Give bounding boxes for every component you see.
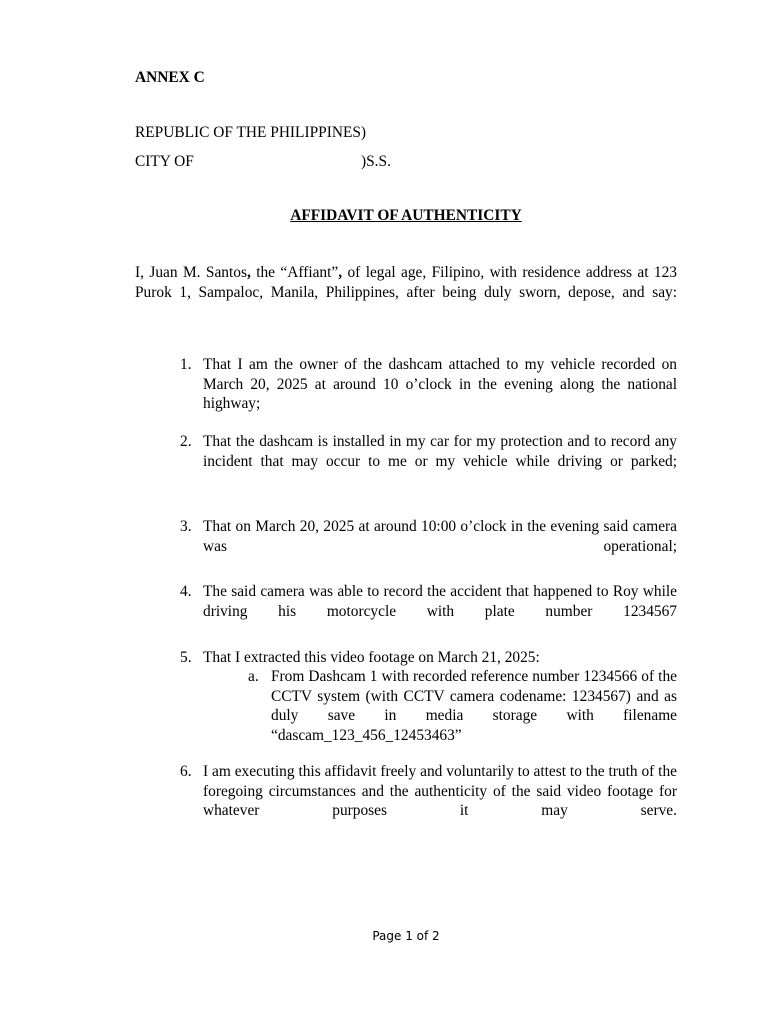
list-item-number: 2.: [180, 433, 192, 450]
list-item-number: 6.: [180, 763, 192, 780]
list-item-number: 3.: [180, 518, 192, 535]
intro-comma-2: ,: [338, 264, 343, 281]
ss-marker: )S.S.: [361, 153, 391, 170]
republic-line: REPUBLIC OF THE PHILIPPINES): [135, 124, 367, 141]
annex-label: ANNEX C: [135, 69, 205, 86]
document-title: AFFIDAVIT OF AUTHENTICITY: [290, 207, 522, 224]
intro-comma-1: ,: [246, 264, 251, 281]
list-item-text: That on March 20, 2025 at around 10:00 o’clock in the evening said camera was operational;: [203, 518, 677, 555]
intro-paragraph: [135, 263, 677, 322]
affiant-label: the “Affiant”: [250, 264, 339, 281]
list-item-number: 4.: [180, 583, 192, 600]
list-item-text: I am executing this affidavit freely and voluntarily to attest to the truth of the foregoing circumstances and the authenticity of the said video footage for whatever purposes it may serve.: [203, 763, 677, 819]
list-item-text: That I extracted this video footage on March 21, 2025:: [203, 649, 540, 666]
affiant-name: I, Juan M. Santos: [135, 264, 247, 281]
city-line: CITY OF: [135, 153, 194, 170]
list-item-text: That the dashcam is installed in my car for my protection and to record any incident that may occur to me or my vehicle while driving or parked;: [203, 433, 677, 470]
list-item-number: 1.: [180, 356, 192, 373]
sub-list-item-letter: a.: [248, 668, 259, 685]
page-number: Page 1 of 2: [372, 929, 440, 943]
sub-list-item-text: From Dashcam 1 with recorded reference number 1234566 of the CCTV system (with CCTV camera codename: 1234567) and as duly save in media storage with filename “dascam_123_456_12453463”: [271, 668, 677, 744]
list-item-number: 5.: [180, 649, 192, 666]
intro-body: of legal age, Filipino, with residence address at 123 Purok 1, Sampaloc, Manila, Philippines, after being duly sworn, depose, and say:: [135, 264, 677, 301]
list-item-text: That I am the owner of the dashcam attached to my vehicle recorded on March 20, 2025 at around 10 o’clock in the evening along the national highway;: [203, 356, 677, 412]
list-item-text: The said camera was able to record the accident that happened to Roy while driving his motorcycle with plate number 1234567: [203, 583, 677, 620]
